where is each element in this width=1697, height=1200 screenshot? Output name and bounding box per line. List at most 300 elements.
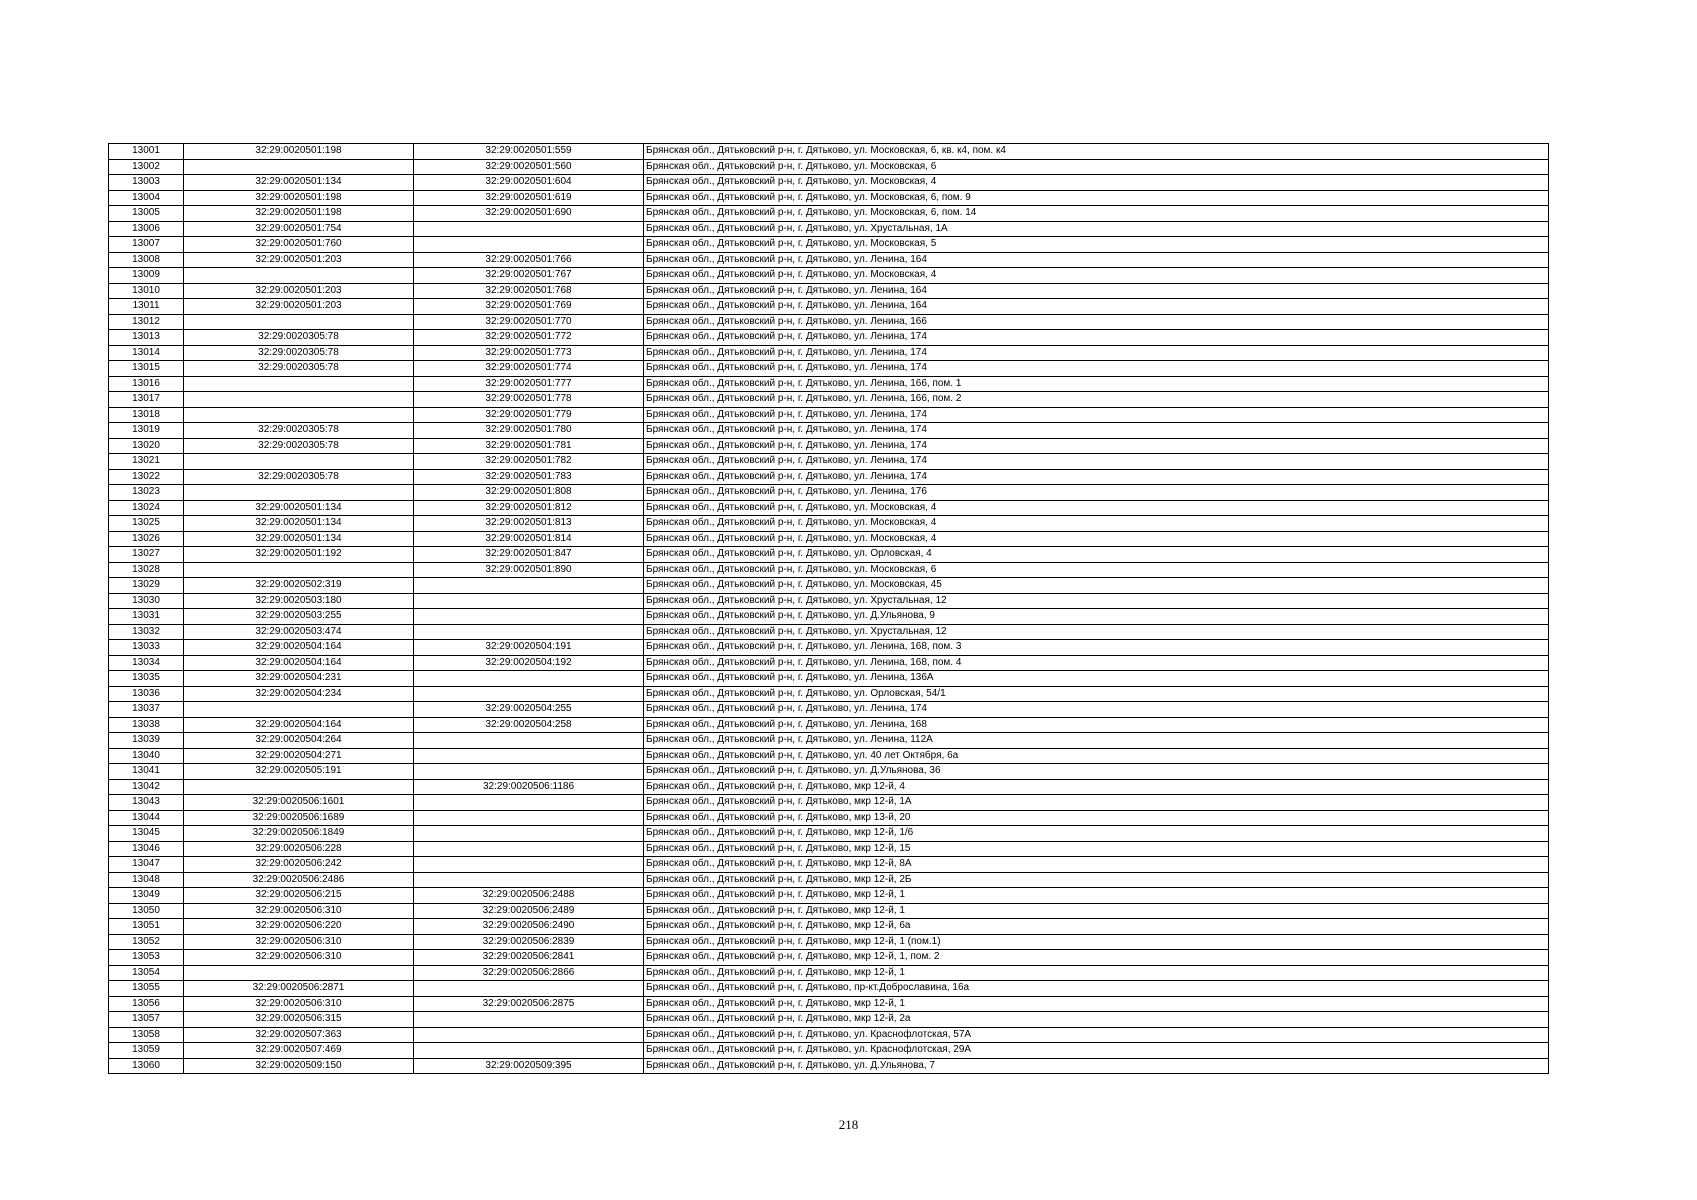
table-row bbox=[109, 1012, 1549, 1028]
land-plot-number-cell: 32:29:0020509:150 bbox=[184, 1058, 414, 1074]
table-row bbox=[109, 686, 1549, 702]
table-row bbox=[109, 671, 1549, 687]
row-number-cell: 13020 bbox=[109, 438, 184, 454]
row-number-cell: 13001 bbox=[109, 144, 184, 160]
row-number-cell: 13042 bbox=[109, 779, 184, 795]
object-number-cell bbox=[414, 841, 644, 857]
object-number-cell bbox=[414, 826, 644, 842]
object-number-cell: 32:29:0020509:395 bbox=[414, 1058, 644, 1074]
land-plot-number-cell: 32:29:0020505:191 bbox=[184, 764, 414, 780]
address-cell: Брянская обл., Дятьковский р-н, г. Дятьково, ул. Ленина, 166, пом. 1 bbox=[644, 376, 1549, 392]
object-number-cell: 32:29:0020504:192 bbox=[414, 655, 644, 671]
object-number-cell: 32:29:0020501:814 bbox=[414, 531, 644, 547]
address-cell: Брянская обл., Дятьковский р-н, г. Дятьково, ул. Ленина, 168, пом. 3 bbox=[644, 640, 1549, 656]
row-number-cell: 13040 bbox=[109, 748, 184, 764]
land-plot-number-cell: 32:29:0020506:310 bbox=[184, 950, 414, 966]
land-plot-number-cell: 32:29:0020504:164 bbox=[184, 640, 414, 656]
address-cell: Брянская обл., Дятьковский р-н, г. Дятьково, ул. Московская, 6, пом. 14 bbox=[644, 206, 1549, 222]
table-body bbox=[109, 144, 1549, 1074]
table-row bbox=[109, 531, 1549, 547]
address-cell: Брянская обл., Дятьковский р-н, г. Дятьково, ул. Московская, 6 bbox=[644, 562, 1549, 578]
land-plot-number-cell: 32:29:0020504:164 bbox=[184, 717, 414, 733]
object-number-cell bbox=[414, 764, 644, 780]
address-cell: Брянская обл., Дятьковский р-н, г. Дятьково, ул. Московская, 4 bbox=[644, 175, 1549, 191]
object-number-cell: 32:29:0020506:2875 bbox=[414, 996, 644, 1012]
row-number-cell: 13034 bbox=[109, 655, 184, 671]
object-number-cell: 32:29:0020501:690 bbox=[414, 206, 644, 222]
table-row bbox=[109, 268, 1549, 284]
address-cell: Брянская обл., Дятьковский р-н, г. Дятьково, мкр 12-й, 1 (пом.1) bbox=[644, 934, 1549, 950]
row-number-cell: 13060 bbox=[109, 1058, 184, 1074]
address-cell: Брянская обл., Дятьковский р-н, г. Дятьково, мкр 12-й, 1 bbox=[644, 903, 1549, 919]
address-cell: Брянская обл., Дятьковский р-н, г. Дятьково, мкр 12-й, 4 bbox=[644, 779, 1549, 795]
table-row bbox=[109, 950, 1549, 966]
address-cell: Брянская обл., Дятьковский р-н, г. Дятьково, ул. Ленина, 166, пом. 2 bbox=[644, 392, 1549, 408]
row-number-cell: 13005 bbox=[109, 206, 184, 222]
row-number-cell: 13004 bbox=[109, 190, 184, 206]
land-plot-number-cell: 32:29:0020506:310 bbox=[184, 903, 414, 919]
table-row bbox=[109, 454, 1549, 470]
row-number-cell: 13055 bbox=[109, 981, 184, 997]
object-number-cell: 32:29:0020504:255 bbox=[414, 702, 644, 718]
land-plot-number-cell: 32:29:0020504:164 bbox=[184, 655, 414, 671]
row-number-cell: 13003 bbox=[109, 175, 184, 191]
address-cell: Брянская обл., Дятьковский р-н, г. Дятьково, ул. Д.Ульянова, 7 bbox=[644, 1058, 1549, 1074]
address-cell: Брянская обл., Дятьковский р-н, г. Дятьково, ул. Московская, 6 bbox=[644, 159, 1549, 175]
table-row bbox=[109, 578, 1549, 594]
address-cell: Брянская обл., Дятьковский р-н, г. Дятьково, мкр 13-й, 20 bbox=[644, 810, 1549, 826]
row-number-cell: 13048 bbox=[109, 872, 184, 888]
row-number-cell: 13009 bbox=[109, 268, 184, 284]
object-number-cell: 32:29:0020501:847 bbox=[414, 547, 644, 563]
object-number-cell: 32:29:0020501:769 bbox=[414, 299, 644, 315]
land-plot-number-cell: 32:29:0020501:203 bbox=[184, 283, 414, 299]
address-cell: Брянская обл., Дятьковский р-н, г. Дятьково, мкр 12-й, 15 bbox=[644, 841, 1549, 857]
table-row bbox=[109, 702, 1549, 718]
object-number-cell bbox=[414, 1027, 644, 1043]
land-plot-number-cell: 32:29:0020305:78 bbox=[184, 469, 414, 485]
row-number-cell: 13043 bbox=[109, 795, 184, 811]
land-plot-number-cell bbox=[184, 314, 414, 330]
table-row bbox=[109, 516, 1549, 532]
table-row bbox=[109, 562, 1549, 578]
object-number-cell: 32:29:0020504:191 bbox=[414, 640, 644, 656]
row-number-cell: 13008 bbox=[109, 252, 184, 268]
row-number-cell: 13024 bbox=[109, 500, 184, 516]
row-number-cell: 13033 bbox=[109, 640, 184, 656]
object-number-cell bbox=[414, 872, 644, 888]
object-number-cell bbox=[414, 795, 644, 811]
table-row bbox=[109, 795, 1549, 811]
land-plot-number-cell bbox=[184, 454, 414, 470]
land-plot-number-cell: 32:29:0020305:78 bbox=[184, 330, 414, 346]
table-row bbox=[109, 221, 1549, 237]
row-number-cell: 13012 bbox=[109, 314, 184, 330]
row-number-cell: 13030 bbox=[109, 593, 184, 609]
land-plot-number-cell: 32:29:0020506:1849 bbox=[184, 826, 414, 842]
table-row bbox=[109, 159, 1549, 175]
row-number-cell: 13045 bbox=[109, 826, 184, 842]
row-number-cell: 13026 bbox=[109, 531, 184, 547]
row-number-cell: 13029 bbox=[109, 578, 184, 594]
table-row bbox=[109, 857, 1549, 873]
table-row bbox=[109, 361, 1549, 377]
cadastral-table bbox=[108, 143, 1549, 1074]
address-cell: Брянская обл., Дятьковский р-н, г. Дятьково, ул. Ленина, 176 bbox=[644, 485, 1549, 501]
table-row bbox=[109, 748, 1549, 764]
row-number-cell: 13019 bbox=[109, 423, 184, 439]
address-cell: Брянская обл., Дятьковский р-н, г. Дятьково, мкр 12-й, 2а bbox=[644, 1012, 1549, 1028]
row-number-cell: 13018 bbox=[109, 407, 184, 423]
address-cell: Брянская обл., Дятьковский р-н, г. Дятьково, мкр 12-й, 1 bbox=[644, 965, 1549, 981]
address-cell: Брянская обл., Дятьковский р-н, г. Дятьково, ул. Московская, 45 bbox=[644, 578, 1549, 594]
object-number-cell: 32:29:0020501:772 bbox=[414, 330, 644, 346]
row-number-cell: 13025 bbox=[109, 516, 184, 532]
address-cell: Брянская обл., Дятьковский р-н, г. Дятьково, ул. Хрустальная, 1А bbox=[644, 221, 1549, 237]
object-number-cell bbox=[414, 237, 644, 253]
table-row bbox=[109, 438, 1549, 454]
object-number-cell: 32:29:0020504:258 bbox=[414, 717, 644, 733]
row-number-cell: 13006 bbox=[109, 221, 184, 237]
object-number-cell: 32:29:0020501:813 bbox=[414, 516, 644, 532]
row-number-cell: 13044 bbox=[109, 810, 184, 826]
land-plot-number-cell: 32:29:0020503:474 bbox=[184, 624, 414, 640]
table-row bbox=[109, 826, 1549, 842]
address-cell: Брянская обл., Дятьковский р-н, г. Дятьково, мкр 12-й, 1А bbox=[644, 795, 1549, 811]
address-cell: Брянская обл., Дятьковский р-н, г. Дятьково, ул. Ленина, 174 bbox=[644, 345, 1549, 361]
land-plot-number-cell: 32:29:0020506:1689 bbox=[184, 810, 414, 826]
object-number-cell: 32:29:0020506:2866 bbox=[414, 965, 644, 981]
address-cell: Брянская обл., Дятьковский р-н, г. Дятьково, ул. Ленина, 174 bbox=[644, 407, 1549, 423]
table-row bbox=[109, 640, 1549, 656]
object-number-cell: 32:29:0020501:808 bbox=[414, 485, 644, 501]
land-plot-number-cell bbox=[184, 779, 414, 795]
row-number-cell: 13049 bbox=[109, 888, 184, 904]
object-number-cell: 32:29:0020501:780 bbox=[414, 423, 644, 439]
address-cell: Брянская обл., Дятьковский р-н, г. Дятьково, ул. Хрустальная, 12 bbox=[644, 593, 1549, 609]
land-plot-number-cell: 32:29:0020503:255 bbox=[184, 609, 414, 625]
land-plot-number-cell bbox=[184, 702, 414, 718]
table-row bbox=[109, 810, 1549, 826]
object-number-cell: 32:29:0020506:2490 bbox=[414, 919, 644, 935]
address-cell: Брянская обл., Дятьковский р-н, г. Дятьково, мкр 12-й, 2Б bbox=[644, 872, 1549, 888]
table-row bbox=[109, 469, 1549, 485]
table-row bbox=[109, 547, 1549, 563]
land-plot-number-cell bbox=[184, 159, 414, 175]
table-row bbox=[109, 593, 1549, 609]
object-number-cell: 32:29:0020501:766 bbox=[414, 252, 644, 268]
table-row bbox=[109, 423, 1549, 439]
land-plot-number-cell: 32:29:0020501:192 bbox=[184, 547, 414, 563]
row-number-cell: 13021 bbox=[109, 454, 184, 470]
table-row bbox=[109, 175, 1549, 191]
object-number-cell bbox=[414, 981, 644, 997]
row-number-cell: 13058 bbox=[109, 1027, 184, 1043]
land-plot-number-cell: 32:29:0020501:134 bbox=[184, 531, 414, 547]
address-cell: Брянская обл., Дятьковский р-н, г. Дятьково, ул. Д.Ульянова, 9 bbox=[644, 609, 1549, 625]
land-plot-number-cell: 32:29:0020502:319 bbox=[184, 578, 414, 594]
table-row bbox=[109, 733, 1549, 749]
land-plot-number-cell: 32:29:0020503:180 bbox=[184, 593, 414, 609]
table-row bbox=[109, 252, 1549, 268]
row-number-cell: 13036 bbox=[109, 686, 184, 702]
land-plot-number-cell: 32:29:0020506:315 bbox=[184, 1012, 414, 1028]
row-number-cell: 13037 bbox=[109, 702, 184, 718]
land-plot-number-cell: 32:29:0020501:754 bbox=[184, 221, 414, 237]
row-number-cell: 13031 bbox=[109, 609, 184, 625]
address-cell: Брянская обл., Дятьковский р-н, г. Дятьково, ул. Московская, 4 bbox=[644, 516, 1549, 532]
land-plot-number-cell bbox=[184, 392, 414, 408]
land-plot-number-cell: 32:29:0020501:134 bbox=[184, 175, 414, 191]
table-row bbox=[109, 919, 1549, 935]
object-number-cell bbox=[414, 578, 644, 594]
table-row bbox=[109, 345, 1549, 361]
row-number-cell: 13023 bbox=[109, 485, 184, 501]
table-row bbox=[109, 609, 1549, 625]
row-number-cell: 13052 bbox=[109, 934, 184, 950]
address-cell: Брянская обл., Дятьковский р-н, г. Дятьково, мкр 12-й, 1, пом. 2 bbox=[644, 950, 1549, 966]
land-plot-number-cell: 32:29:0020305:78 bbox=[184, 345, 414, 361]
row-number-cell: 13038 bbox=[109, 717, 184, 733]
table-row bbox=[109, 206, 1549, 222]
address-cell: Брянская обл., Дятьковский р-н, г. Дятьково, ул. Ленина, 168 bbox=[644, 717, 1549, 733]
object-number-cell bbox=[414, 733, 644, 749]
table-row bbox=[109, 996, 1549, 1012]
land-plot-number-cell: 32:29:0020501:134 bbox=[184, 500, 414, 516]
land-plot-number-cell: 32:29:0020504:271 bbox=[184, 748, 414, 764]
table-row bbox=[109, 314, 1549, 330]
land-plot-number-cell: 32:29:0020507:469 bbox=[184, 1043, 414, 1059]
table-row bbox=[109, 299, 1549, 315]
table-row bbox=[109, 981, 1549, 997]
land-plot-number-cell: 32:29:0020506:220 bbox=[184, 919, 414, 935]
address-cell: Брянская обл., Дятьковский р-н, г. Дятьково, мкр 12-й, 1 bbox=[644, 996, 1549, 1012]
row-number-cell: 13050 bbox=[109, 903, 184, 919]
table-row bbox=[109, 1058, 1549, 1074]
land-plot-number-cell: 32:29:0020506:242 bbox=[184, 857, 414, 873]
row-number-cell: 13011 bbox=[109, 299, 184, 315]
row-number-cell: 13056 bbox=[109, 996, 184, 1012]
object-number-cell: 32:29:0020506:2488 bbox=[414, 888, 644, 904]
table-row bbox=[109, 934, 1549, 950]
row-number-cell: 13015 bbox=[109, 361, 184, 377]
object-number-cell: 32:29:0020501:779 bbox=[414, 407, 644, 423]
object-number-cell bbox=[414, 686, 644, 702]
table-row bbox=[109, 888, 1549, 904]
row-number-cell: 13032 bbox=[109, 624, 184, 640]
land-plot-number-cell: 32:29:0020305:78 bbox=[184, 438, 414, 454]
table-row bbox=[109, 1027, 1549, 1043]
object-number-cell: 32:29:0020501:770 bbox=[414, 314, 644, 330]
table-row bbox=[109, 841, 1549, 857]
table-row bbox=[109, 283, 1549, 299]
object-number-cell bbox=[414, 810, 644, 826]
table-row bbox=[109, 655, 1549, 671]
land-plot-number-cell: 32:29:0020305:78 bbox=[184, 423, 414, 439]
address-cell: Брянская обл., Дятьковский р-н, г. Дятьково, ул. Ленина, 174 bbox=[644, 330, 1549, 346]
object-number-cell: 32:29:0020501:812 bbox=[414, 500, 644, 516]
table-row bbox=[109, 500, 1549, 516]
table-row bbox=[109, 392, 1549, 408]
row-number-cell: 13010 bbox=[109, 283, 184, 299]
address-cell: Брянская обл., Дятьковский р-н, г. Дятьково, ул. Ленина, 174 bbox=[644, 702, 1549, 718]
object-number-cell: 32:29:0020501:560 bbox=[414, 159, 644, 175]
object-number-cell: 32:29:0020501:782 bbox=[414, 454, 644, 470]
address-cell: Брянская обл., Дятьковский р-н, г. Дятьково, ул. Ленина, 164 bbox=[644, 299, 1549, 315]
row-number-cell: 13028 bbox=[109, 562, 184, 578]
row-number-cell: 13022 bbox=[109, 469, 184, 485]
row-number-cell: 13017 bbox=[109, 392, 184, 408]
object-number-cell: 32:29:0020501:619 bbox=[414, 190, 644, 206]
address-cell: Брянская обл., Дятьковский р-н, г. Дятьково, ул. Московская, 4 bbox=[644, 268, 1549, 284]
address-cell: Брянская обл., Дятьковский р-н, г. Дятьково, ул. Московская, 4 bbox=[644, 500, 1549, 516]
table-row bbox=[109, 376, 1549, 392]
address-cell: Брянская обл., Дятьковский р-н, г. Дятьково, ул. Московская, 6, пом. 9 bbox=[644, 190, 1549, 206]
land-plot-number-cell bbox=[184, 376, 414, 392]
object-number-cell: 32:29:0020501:890 bbox=[414, 562, 644, 578]
object-number-cell bbox=[414, 609, 644, 625]
table-row bbox=[109, 624, 1549, 640]
table-row bbox=[109, 190, 1549, 206]
address-cell: Брянская обл., Дятьковский р-н, г. Дятьково, ул. 40 лет Октября, 6а bbox=[644, 748, 1549, 764]
object-number-cell: 32:29:0020501:773 bbox=[414, 345, 644, 361]
address-cell: Брянская обл., Дятьковский р-н, г. Дятьково, мкр 12-й, 6а bbox=[644, 919, 1549, 935]
object-number-cell: 32:29:0020501:767 bbox=[414, 268, 644, 284]
object-number-cell: 32:29:0020501:783 bbox=[414, 469, 644, 485]
table-row bbox=[109, 407, 1549, 423]
address-cell: Брянская обл., Дятьковский р-н, г. Дятьково, ул. Ленина, 174 bbox=[644, 423, 1549, 439]
table-row bbox=[109, 717, 1549, 733]
land-plot-number-cell: 32:29:0020507:363 bbox=[184, 1027, 414, 1043]
object-number-cell bbox=[414, 624, 644, 640]
row-number-cell: 13059 bbox=[109, 1043, 184, 1059]
object-number-cell: 32:29:0020501:781 bbox=[414, 438, 644, 454]
address-cell: Брянская обл., Дятьковский р-н, г. Дятьково, ул. Ленина, 136А bbox=[644, 671, 1549, 687]
address-cell: Брянская обл., Дятьковский р-н, г. Дятьково, мкр 12-й, 1 bbox=[644, 888, 1549, 904]
land-plot-number-cell: 32:29:0020504:231 bbox=[184, 671, 414, 687]
table-row bbox=[109, 144, 1549, 160]
land-plot-number-cell bbox=[184, 485, 414, 501]
land-plot-number-cell bbox=[184, 268, 414, 284]
land-plot-number-cell: 32:29:0020506:310 bbox=[184, 996, 414, 1012]
table-row bbox=[109, 965, 1549, 981]
land-plot-number-cell: 32:29:0020501:760 bbox=[184, 237, 414, 253]
address-cell: Брянская обл., Дятьковский р-н, г. Дятьково, мкр 12-й, 1/6 bbox=[644, 826, 1549, 842]
address-cell: Брянская обл., Дятьковский р-н, г. Дятьково, ул. Д.Ульянова, 36 bbox=[644, 764, 1549, 780]
row-number-cell: 13041 bbox=[109, 764, 184, 780]
row-number-cell: 13014 bbox=[109, 345, 184, 361]
object-number-cell: 32:29:0020501:559 bbox=[414, 144, 644, 160]
object-number-cell bbox=[414, 671, 644, 687]
object-number-cell bbox=[414, 857, 644, 873]
row-number-cell: 13002 bbox=[109, 159, 184, 175]
row-number-cell: 13016 bbox=[109, 376, 184, 392]
row-number-cell: 13054 bbox=[109, 965, 184, 981]
address-cell: Брянская обл., Дятьковский р-н, г. Дятьково, ул. Ленина, 164 bbox=[644, 283, 1549, 299]
land-plot-number-cell: 32:29:0020501:203 bbox=[184, 252, 414, 268]
row-number-cell: 13027 bbox=[109, 547, 184, 563]
row-number-cell: 13035 bbox=[109, 671, 184, 687]
address-cell: Брянская обл., Дятьковский р-н, г. Дятьково, ул. Орловская, 4 bbox=[644, 547, 1549, 563]
address-cell: Брянская обл., Дятьковский р-н, г. Дятьково, ул. Орловская, 54/1 bbox=[644, 686, 1549, 702]
address-cell: Брянская обл., Дятьковский р-н, г. Дятьково, ул. Ленина, 174 bbox=[644, 469, 1549, 485]
row-number-cell: 13013 bbox=[109, 330, 184, 346]
land-plot-number-cell bbox=[184, 965, 414, 981]
address-cell: Брянская обл., Дятьковский р-н, г. Дятьково, пр-кт.Доброславина, 16а bbox=[644, 981, 1549, 997]
land-plot-number-cell: 32:29:0020504:264 bbox=[184, 733, 414, 749]
row-number-cell: 13047 bbox=[109, 857, 184, 873]
address-cell: Брянская обл., Дятьковский р-н, г. Дятьково, ул. Ленина, 112А bbox=[644, 733, 1549, 749]
row-number-cell: 13053 bbox=[109, 950, 184, 966]
address-cell: Брянская обл., Дятьковский р-н, г. Дятьково, ул. Московская, 4 bbox=[644, 531, 1549, 547]
page-number: 218 bbox=[838, 1117, 859, 1132]
table-row bbox=[109, 330, 1549, 346]
table-row bbox=[109, 1043, 1549, 1059]
row-number-cell: 13046 bbox=[109, 841, 184, 857]
land-plot-number-cell: 32:29:0020504:234 bbox=[184, 686, 414, 702]
address-cell: Брянская обл., Дятьковский р-н, г. Дятьково, ул. Ленина, 174 bbox=[644, 438, 1549, 454]
object-number-cell: 32:29:0020501:774 bbox=[414, 361, 644, 377]
land-plot-number-cell: 32:29:0020501:198 bbox=[184, 206, 414, 222]
land-plot-number-cell: 32:29:0020506:228 bbox=[184, 841, 414, 857]
address-cell: Брянская обл., Дятьковский р-н, г. Дятьково, ул. Московская, 6, кв. к4, пом. к4 bbox=[644, 144, 1549, 160]
table-row bbox=[109, 237, 1549, 253]
object-number-cell: 32:29:0020506:2489 bbox=[414, 903, 644, 919]
row-number-cell: 13007 bbox=[109, 237, 184, 253]
land-plot-number-cell: 32:29:0020506:215 bbox=[184, 888, 414, 904]
object-number-cell bbox=[414, 748, 644, 764]
table-row bbox=[109, 779, 1549, 795]
address-cell: Брянская обл., Дятьковский р-н, г. Дятьково, ул. Краснофлотская, 29А bbox=[644, 1043, 1549, 1059]
land-plot-number-cell: 32:29:0020506:2486 bbox=[184, 872, 414, 888]
land-plot-number-cell: 32:29:0020501:134 bbox=[184, 516, 414, 532]
object-number-cell: 32:29:0020506:2839 bbox=[414, 934, 644, 950]
address-cell: Брянская обл., Дятьковский р-н, г. Дятьково, ул. Московская, 5 bbox=[644, 237, 1549, 253]
object-number-cell: 32:29:0020501:768 bbox=[414, 283, 644, 299]
land-plot-number-cell bbox=[184, 562, 414, 578]
address-cell: Брянская обл., Дятьковский р-н, г. Дятьково, ул. Ленина, 174 bbox=[644, 454, 1549, 470]
address-cell: Брянская обл., Дятьковский р-н, г. Дятьково, ул. Краснофлотская, 57А bbox=[644, 1027, 1549, 1043]
object-number-cell: 32:29:0020506:2841 bbox=[414, 950, 644, 966]
object-number-cell bbox=[414, 593, 644, 609]
object-number-cell: 32:29:0020501:604 bbox=[414, 175, 644, 191]
land-plot-number-cell: 32:29:0020506:1601 bbox=[184, 795, 414, 811]
table-row bbox=[109, 872, 1549, 888]
row-number-cell: 13057 bbox=[109, 1012, 184, 1028]
table-row bbox=[109, 485, 1549, 501]
land-plot-number-cell: 32:29:0020506:310 bbox=[184, 934, 414, 950]
table-row bbox=[109, 764, 1549, 780]
object-number-cell: 32:29:0020506:1186 bbox=[414, 779, 644, 795]
address-cell: Брянская обл., Дятьковский р-н, г. Дятьково, ул. Ленина, 174 bbox=[644, 361, 1549, 377]
land-plot-number-cell: 32:29:0020501:203 bbox=[184, 299, 414, 315]
table-row bbox=[109, 903, 1549, 919]
land-plot-number-cell bbox=[184, 407, 414, 423]
address-cell: Брянская обл., Дятьковский р-н, г. Дятьково, мкр 12-й, 8А bbox=[644, 857, 1549, 873]
row-number-cell: 13039 bbox=[109, 733, 184, 749]
object-number-cell bbox=[414, 221, 644, 237]
land-plot-number-cell: 32:29:0020305:78 bbox=[184, 361, 414, 377]
land-plot-number-cell: 32:29:0020501:198 bbox=[184, 190, 414, 206]
object-number-cell bbox=[414, 1043, 644, 1059]
address-cell: Брянская обл., Дятьковский р-н, г. Дятьково, ул. Хрустальная, 12 bbox=[644, 624, 1549, 640]
address-cell: Брянская обл., Дятьковский р-н, г. Дятьково, ул. Ленина, 168, пом. 4 bbox=[644, 655, 1549, 671]
object-number-cell bbox=[414, 1012, 644, 1028]
land-plot-number-cell: 32:29:0020506:2871 bbox=[184, 981, 414, 997]
object-number-cell: 32:29:0020501:778 bbox=[414, 392, 644, 408]
object-number-cell: 32:29:0020501:777 bbox=[414, 376, 644, 392]
address-cell: Брянская обл., Дятьковский р-н, г. Дятьково, ул. Ленина, 166 bbox=[644, 314, 1549, 330]
